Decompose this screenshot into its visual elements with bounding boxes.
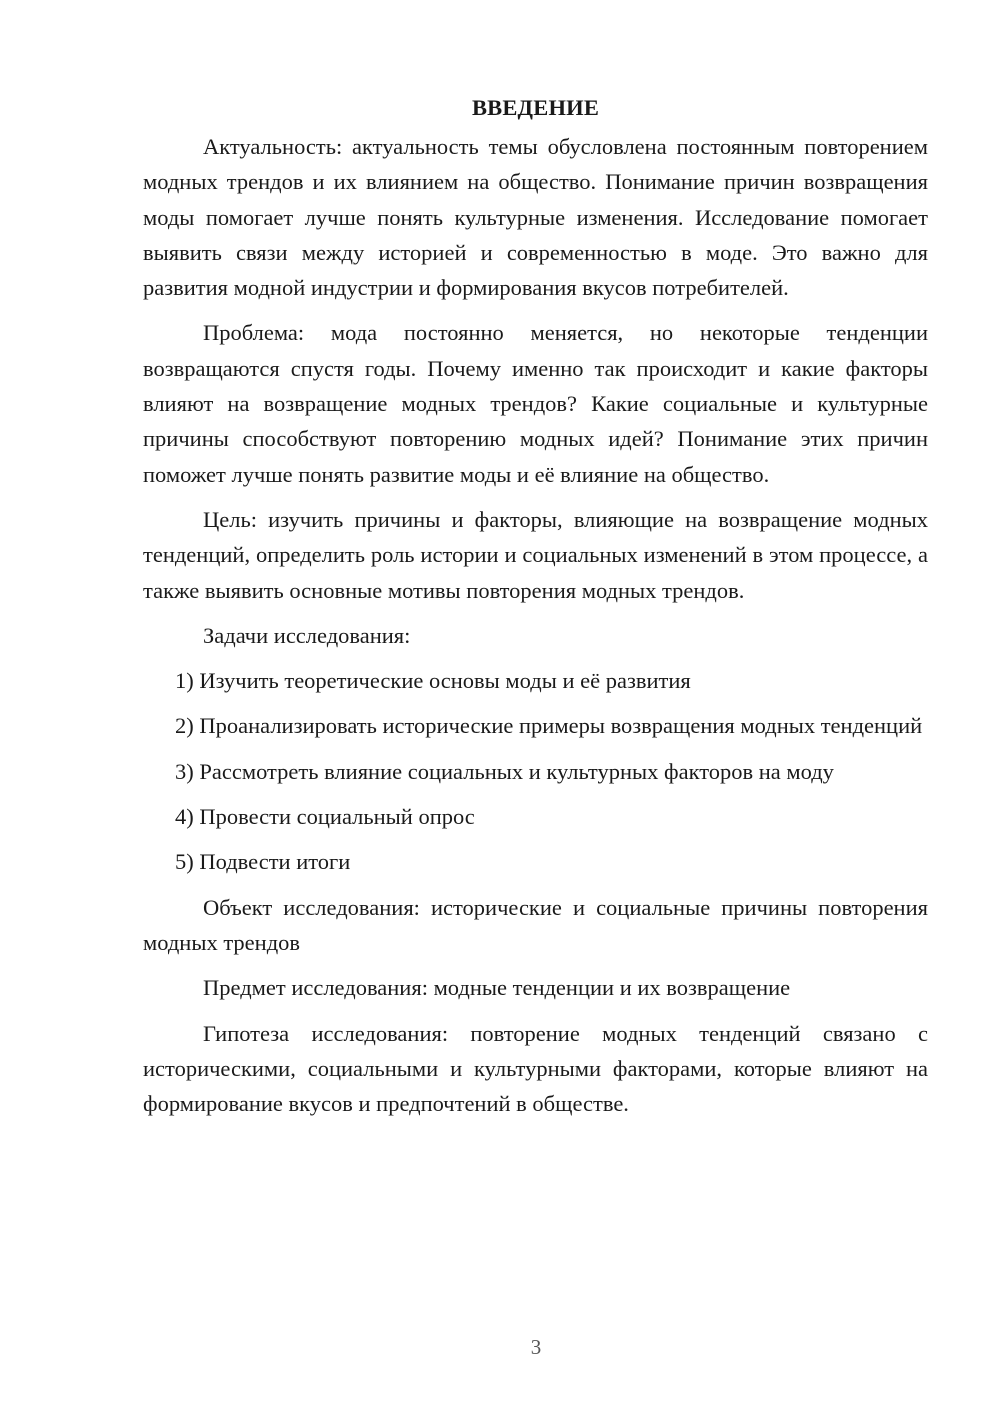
hypothesis-paragraph: Гипотеза исследования: повторение модных тенденций связано с историческими, социальными и культурными факторами, которые влияют на формирование вкусов и предпочтений в обществе. <box>143 1020 928 1117</box>
problem-paragraph: Проблема: мода постоянно меняется, но некоторые тенденции возвращаются спустя годы. Почему именно так происходит и какие факторы влияют на возвращение модных трендов? Какие социальные и культурные причины способствуют повторению модных идей? Понимание этих причин поможет лучше понять развитие моды и её влияние на общество. <box>143 320 928 487</box>
task-item-3: 3) Рассмотреть влияние социальных и культурных факторов на моду <box>175 758 834 784</box>
tasks-title: Задачи исследования: <box>203 622 411 648</box>
task-item-2: 2) Проанализировать исторические примеры возвращения модных тенденций <box>175 713 923 739</box>
page-number: 3 <box>530 1335 542 1359</box>
task-item-1: 1) Изучить теоретические основы моды и её развития <box>175 668 691 694</box>
section-heading: ВВЕДЕНИЕ <box>471 95 600 120</box>
subject-paragraph: Предмет исследования: модные тенденции и их возвращение <box>203 975 791 1001</box>
object-paragraph: Объект исследования: исторические и социальные причины повторения модных трендов <box>143 894 928 955</box>
relevance-paragraph: Актуальность: актуальность темы обусловлена постоянным повторением модных трендов и их влиянием на общество. Понимание причин возвращения моды помогает лучше понять культурные изменения. Исследование помогает выявить связи между историей и современностью в моде. Это важно для развития модной индустрии и формирования вкусов потребителей. <box>143 134 928 301</box>
task-item-5: 5) Подвести итоги <box>175 849 351 875</box>
page-content <box>143 90 928 1131</box>
task-item-4: 4) Провести социальный опрос <box>175 804 475 830</box>
goal-paragraph: Цель: изучить причины и факторы, влияющие на возвращение модных тенденций, определить роль истории и социальных изменений в этом процессе, а также выявить основные мотивы повторения модных трендов. <box>143 506 928 603</box>
